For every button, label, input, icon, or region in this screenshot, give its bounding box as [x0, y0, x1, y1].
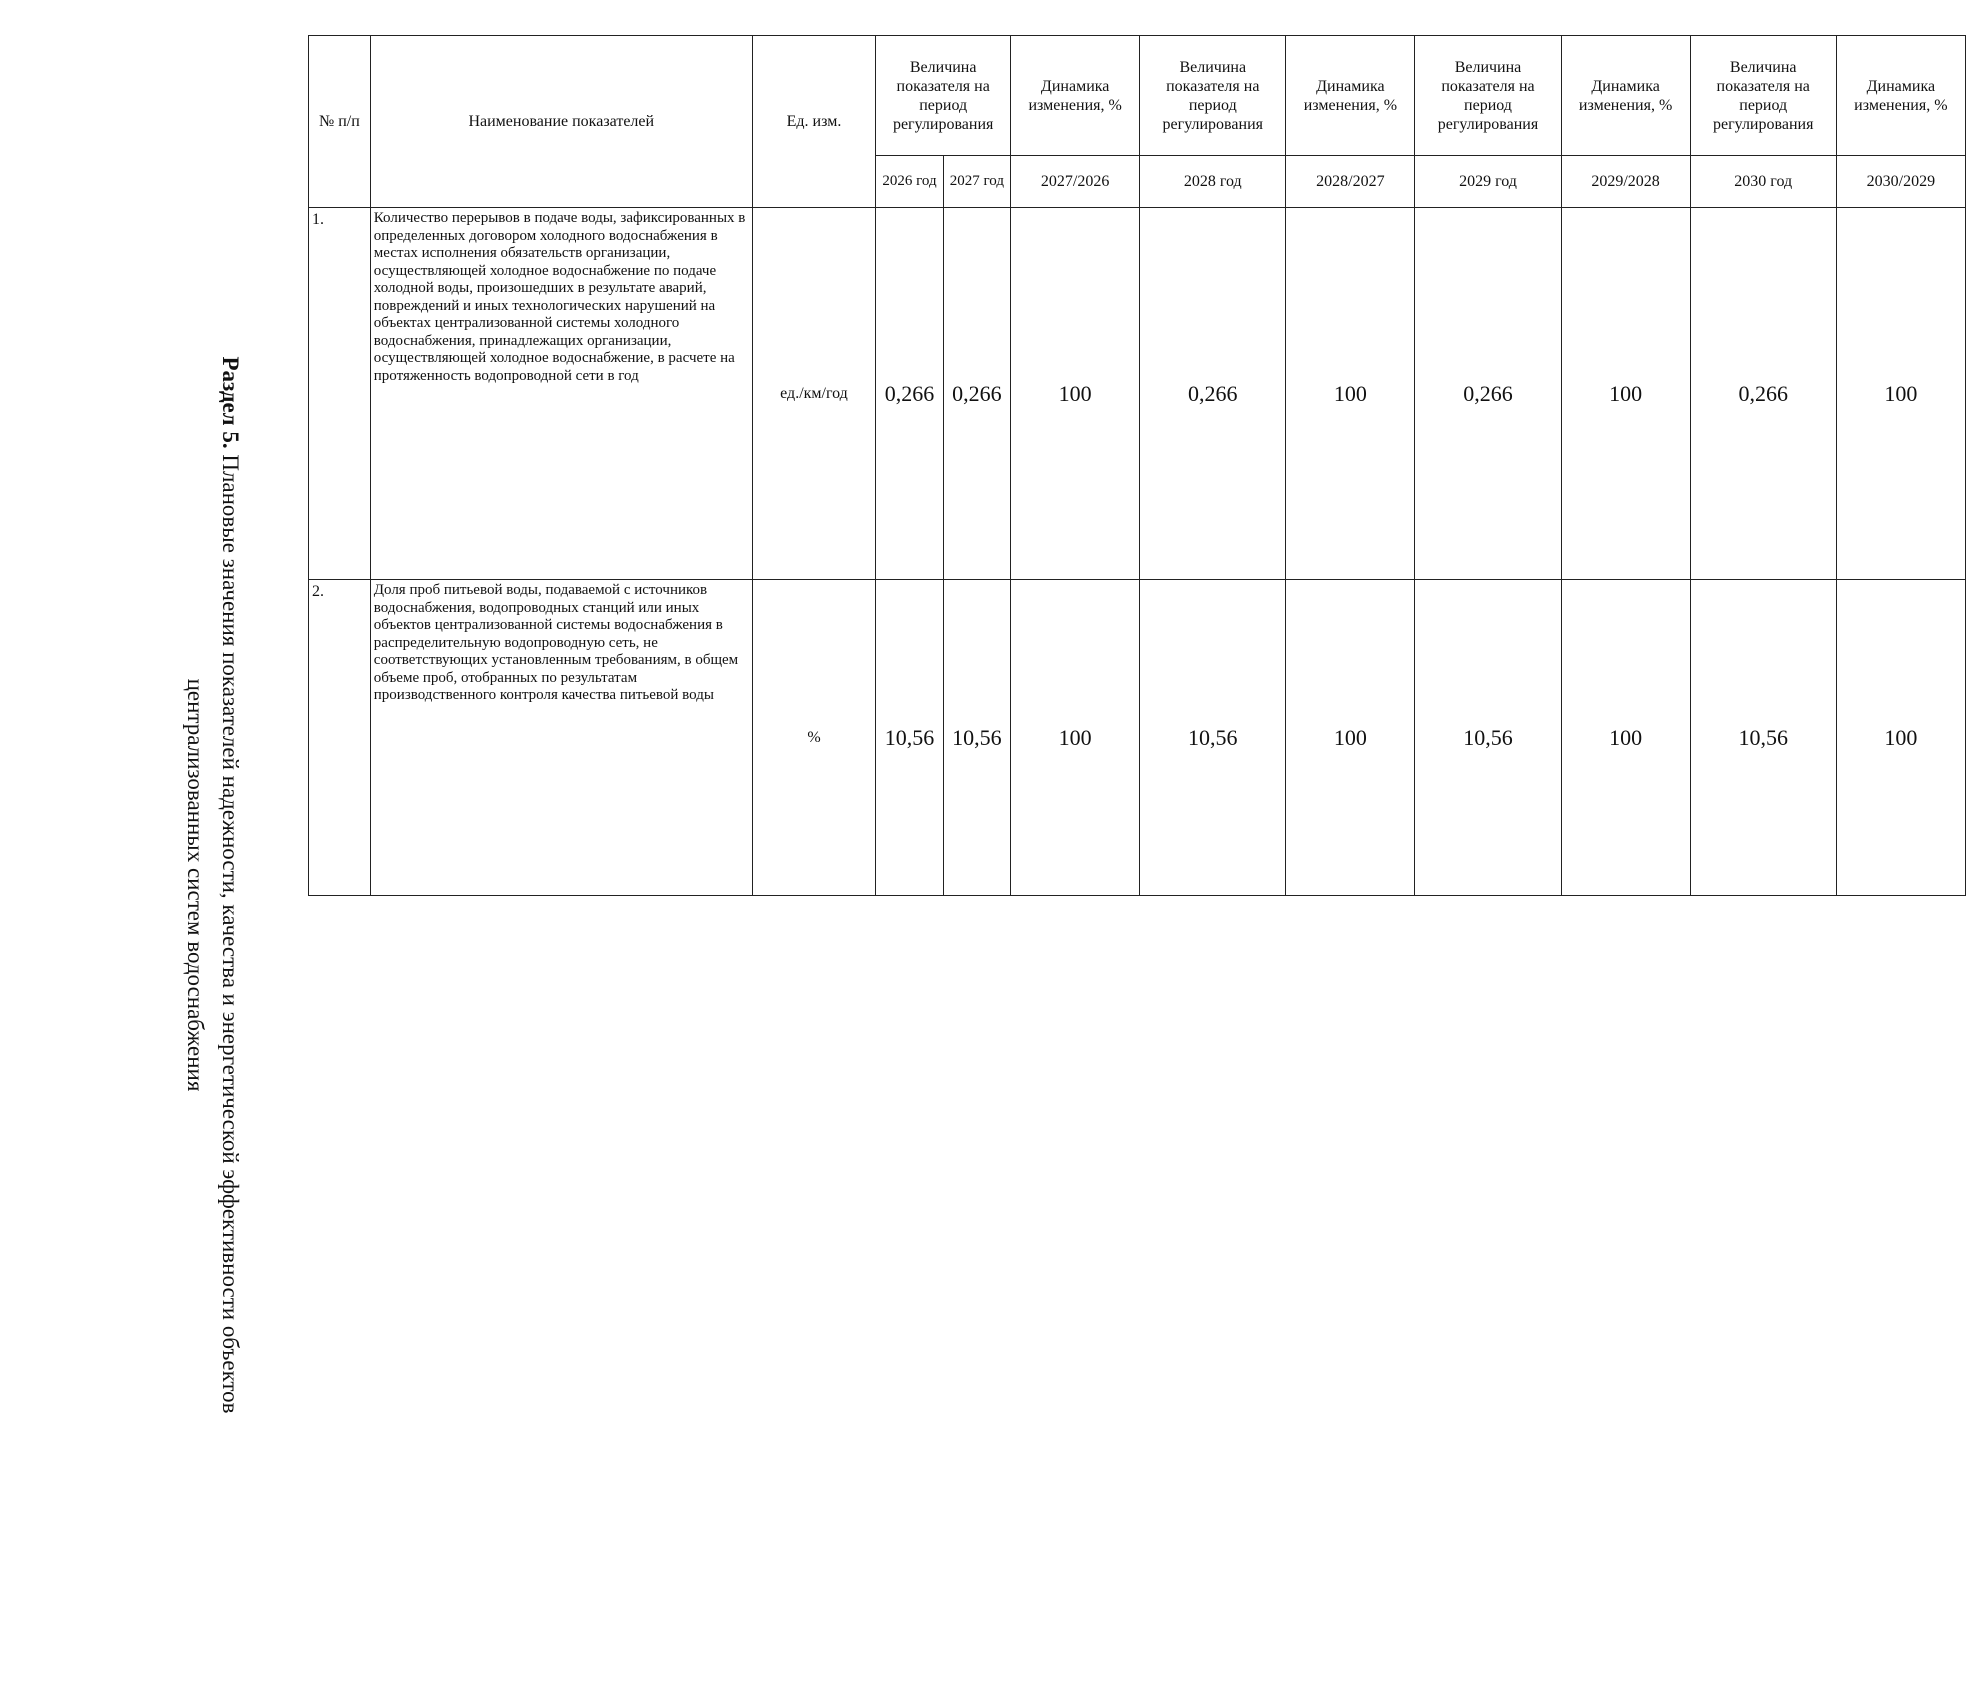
- subheader-2030: 2030 год: [1690, 156, 1836, 208]
- indicator-unit: %: [752, 580, 876, 896]
- indicator-unit: ед./км/год: [752, 208, 876, 580]
- subheader-2027: 2027 год: [943, 156, 1010, 208]
- header-name: Наименование показателей: [370, 36, 752, 208]
- subheader-2026: 2026 год: [876, 156, 943, 208]
- dynamics-2027-2026: 100: [1011, 208, 1140, 580]
- header-value-2028: Величина показателя на период регулирования: [1140, 36, 1286, 156]
- indicator-name: Количество перерывов в подаче воды, зафиксированных в определенных договором холодного водоснабжения в местах исполнения обязательств организации, осуществляющей холодное водоснабжение по подаче холодной воды, произошедших в результате аварий, повреждений и иных технологических нарушений на объектах централизованной системы холодного водоснабжения, принадлежащих организации, осуществляющей холодное водоснабжение, в расчете на протяженность водопроводной сети в год: [370, 208, 752, 580]
- value-2027: 10,56: [943, 580, 1010, 896]
- value-2029: 0,266: [1415, 208, 1561, 580]
- table-row: [309, 580, 1966, 896]
- indicators-table: [308, 35, 1966, 896]
- value-2026: 10,56: [876, 580, 943, 896]
- subheader-2029: 2029 год: [1415, 156, 1561, 208]
- value-2030: 0,266: [1690, 208, 1836, 580]
- header-value-2030: Величина показателя на период регулирования: [1690, 36, 1836, 156]
- header-value-2026-2027: Величина показателя на период регулирования: [876, 36, 1011, 156]
- value-2028: 0,266: [1140, 208, 1286, 580]
- subheader-2030-2029: 2030/2029: [1836, 156, 1965, 208]
- header-unit: Ед. изм.: [752, 36, 876, 208]
- dynamics-2029-2028: 100: [1561, 208, 1690, 580]
- dynamics-2030-2029: 100: [1836, 580, 1965, 896]
- section-title-line2: централизованных систем водоснабжения: [183, 678, 208, 1092]
- row-number: 2.: [309, 580, 371, 896]
- section-title-line1: [215, 180, 245, 1590]
- subheader-2028: 2028 год: [1140, 156, 1286, 208]
- value-2030: 10,56: [1690, 580, 1836, 896]
- value-2029: 10,56: [1415, 580, 1561, 896]
- header-dynamics-2029: Динамика изменения, %: [1561, 36, 1690, 156]
- header-num: № п/п: [309, 36, 371, 208]
- row-number: 1.: [309, 208, 371, 580]
- value-2026: 0,266: [876, 208, 943, 580]
- subheader-2029-2028: 2029/2028: [1561, 156, 1690, 208]
- dynamics-2028-2027: 100: [1286, 208, 1415, 580]
- dynamics-2030-2029: 100: [1836, 208, 1965, 580]
- indicator-name: Доля проб питьевой воды, подаваемой с источников водоснабжения, водопроводных станций или иных объектов централизованной системы водоснабжения в распределительную водопроводную сеть, не соответствующих установленным требованиям, в общем объеме проб, отобранных по результатам производственного контроля качества питьевой воды: [370, 580, 752, 896]
- section-title-text: Плановые значения показателей надежности, качества и энергетической эффективности объектов: [218, 454, 243, 1414]
- dynamics-2029-2028: 100: [1561, 580, 1690, 896]
- subheader-2028-2027: 2028/2027: [1286, 156, 1415, 208]
- dynamics-2027-2026: 100: [1011, 580, 1140, 896]
- header-dynamics-2030: Динамика изменения, %: [1836, 36, 1965, 156]
- header-row: [309, 36, 1966, 156]
- value-2027: 0,266: [943, 208, 1010, 580]
- table-row: [309, 208, 1966, 580]
- header-dynamics-2027: Динамика изменения, %: [1011, 36, 1140, 156]
- value-2028: 10,56: [1140, 580, 1286, 896]
- section-number: Раздел 5.: [218, 356, 243, 449]
- dynamics-2028-2027: 100: [1286, 580, 1415, 896]
- header-value-2029: Величина показателя на период регулирования: [1415, 36, 1561, 156]
- subheader-2027-2026: 2027/2026: [1011, 156, 1140, 208]
- header-dynamics-2028: Динамика изменения, %: [1286, 36, 1415, 156]
